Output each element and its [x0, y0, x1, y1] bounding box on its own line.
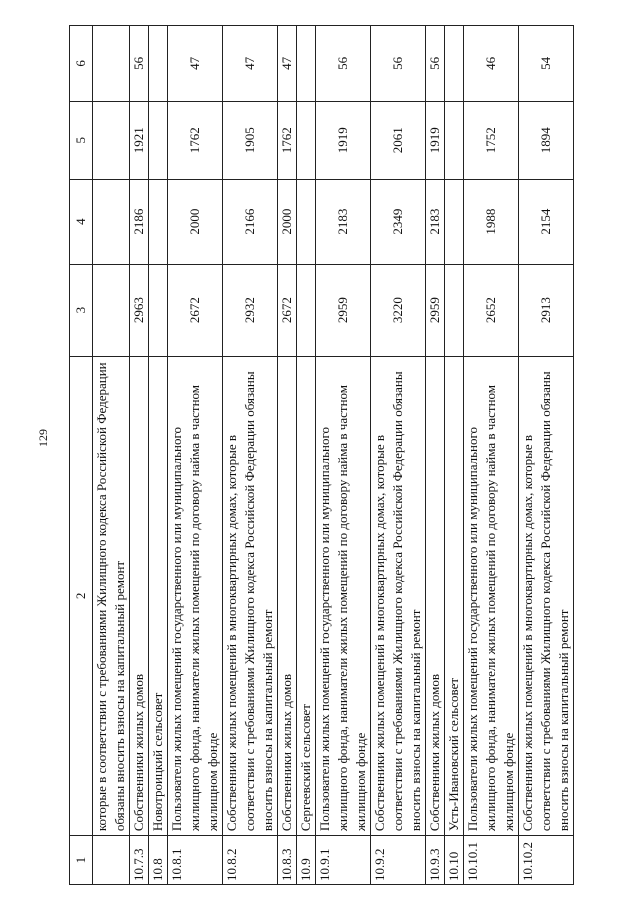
- row-code: 10.10.1: [464, 836, 519, 885]
- row-description: Собственники жилых домов: [130, 356, 149, 836]
- value-cell: [297, 101, 316, 179]
- value-cell: 47: [223, 26, 278, 102]
- table-row: [149, 26, 168, 885]
- value-cell: 2000: [278, 179, 297, 264]
- value-cell: 47: [168, 26, 223, 102]
- row-description: Сергеевский сельсовет: [297, 356, 316, 836]
- value-cell: 1894: [519, 101, 574, 179]
- table-row: [223, 26, 278, 885]
- table-row: [130, 26, 149, 885]
- value-cell: 1988: [464, 179, 519, 264]
- value-cell: 56: [130, 26, 149, 102]
- column-header: 2: [70, 356, 93, 836]
- value-cell: 56: [316, 26, 371, 102]
- table-row: [316, 26, 371, 885]
- row-code: 10.9.1: [316, 836, 371, 885]
- table-row: [426, 26, 445, 885]
- row-description: Собственники жилых домов: [278, 356, 297, 836]
- value-cell: 2154: [519, 179, 574, 264]
- row-code: 10.10: [445, 836, 464, 885]
- value-cell: 1905: [223, 101, 278, 179]
- value-cell: [445, 264, 464, 356]
- table-row: [464, 26, 519, 885]
- value-cell: 2183: [316, 179, 371, 264]
- row-code: [93, 836, 130, 885]
- value-cell: 1921: [130, 101, 149, 179]
- table-row: [278, 26, 297, 885]
- page-number: 129: [36, 429, 50, 447]
- value-cell: [93, 179, 130, 264]
- row-description: Пользователи жилых помещений государственного или муниципального жилищного фонда, наниматели жилых помещений по договору найма в частном жилищном фонде: [316, 356, 371, 836]
- value-cell: [149, 26, 168, 102]
- value-cell: [297, 26, 316, 102]
- column-header: 6: [70, 26, 93, 102]
- value-cell: [149, 264, 168, 356]
- value-cell: 2932: [223, 264, 278, 356]
- value-cell: 2959: [316, 264, 371, 356]
- row-code: 10.9.3: [426, 836, 445, 885]
- row-description: Усть-Ивановский сельсовет: [445, 356, 464, 836]
- column-header: 5: [70, 101, 93, 179]
- value-cell: 1919: [426, 101, 445, 179]
- value-cell: 2000: [168, 179, 223, 264]
- value-cell: 47: [278, 26, 297, 102]
- row-code: 10.8: [149, 836, 168, 885]
- value-cell: 2061: [371, 101, 426, 179]
- value-cell: 2672: [168, 264, 223, 356]
- table-row: [93, 26, 130, 885]
- row-code: 10.9.2: [371, 836, 426, 885]
- row-description: Новотроицкий сельсовет: [149, 356, 168, 836]
- column-header: 1: [70, 836, 93, 885]
- value-cell: 46: [464, 26, 519, 102]
- table-row: [371, 26, 426, 885]
- value-cell: 56: [371, 26, 426, 102]
- value-cell: 1752: [464, 101, 519, 179]
- value-cell: 2959: [426, 264, 445, 356]
- value-cell: [149, 179, 168, 264]
- value-cell: [297, 179, 316, 264]
- value-cell: 1762: [168, 101, 223, 179]
- row-code: 10.9: [297, 836, 316, 885]
- value-cell: 2186: [130, 179, 149, 264]
- row-code: 10.7.3: [130, 836, 149, 885]
- row-description: которые в соответствии с требованиями Жилищного кодекса Российской Федерации обязаны вносить взносы на капитальный ремонт: [93, 356, 130, 836]
- row-description: Пользователи жилых помещений государственного или муниципального жилищного фонда, наниматели жилых помещений по договору найма в частном жилищном фонде: [464, 356, 519, 836]
- row-code: 10.8.3: [278, 836, 297, 885]
- row-code: 10.8.1: [168, 836, 223, 885]
- value-cell: 1919: [316, 101, 371, 179]
- row-description: Собственники жилых домов: [426, 356, 445, 836]
- rotated-page: [69, 25, 631, 885]
- value-cell: [445, 26, 464, 102]
- value-cell: 2349: [371, 179, 426, 264]
- value-cell: [297, 264, 316, 356]
- header-row: [70, 26, 93, 885]
- row-description: Пользователи жилых помещений государственного или муниципального жилищного фонда, наниматели жилых помещений по договору найма в частном жилищном фонде: [168, 356, 223, 836]
- value-cell: 2183: [426, 179, 445, 264]
- value-cell: [445, 101, 464, 179]
- value-cell: 1762: [278, 101, 297, 179]
- value-cell: 2652: [464, 264, 519, 356]
- tariff-table: [69, 25, 574, 885]
- value-cell: [93, 26, 130, 102]
- value-cell: 3220: [371, 264, 426, 356]
- row-description: Собственники жилых помещений в многоквартирных домах, которые в соответствии с требованиями Жилищного кодекса Российской Федерации обязаны вносить взносы на капитальный ремонт: [223, 356, 278, 836]
- value-cell: 2913: [519, 264, 574, 356]
- column-header: 4: [70, 179, 93, 264]
- value-cell: 2963: [130, 264, 149, 356]
- value-cell: 2672: [278, 264, 297, 356]
- value-cell: [93, 101, 130, 179]
- table-row: [445, 26, 464, 885]
- value-cell: 54: [519, 26, 574, 102]
- value-cell: [149, 101, 168, 179]
- row-code: 10.10.2: [519, 836, 574, 885]
- row-description: Собственники жилых помещений в многоквартирных домах, которые в соответствии с требованиями Жилищного кодекса Российской Федерации обязаны вносить взносы на капитальный ремонт: [519, 356, 574, 836]
- value-cell: 2166: [223, 179, 278, 264]
- value-cell: [93, 264, 130, 356]
- column-header: 3: [70, 264, 93, 356]
- table-row: [168, 26, 223, 885]
- table-row: [297, 26, 316, 885]
- value-cell: 56: [426, 26, 445, 102]
- row-code: 10.8.2: [223, 836, 278, 885]
- value-cell: [445, 179, 464, 264]
- table-row: [519, 26, 574, 885]
- row-description: Собственники жилых помещений в многоквартирных домах, которые в соответствии с требованиями Жилищного кодекса Российской Федерации обязаны вносить взносы на капитальный ремонт: [371, 356, 426, 836]
